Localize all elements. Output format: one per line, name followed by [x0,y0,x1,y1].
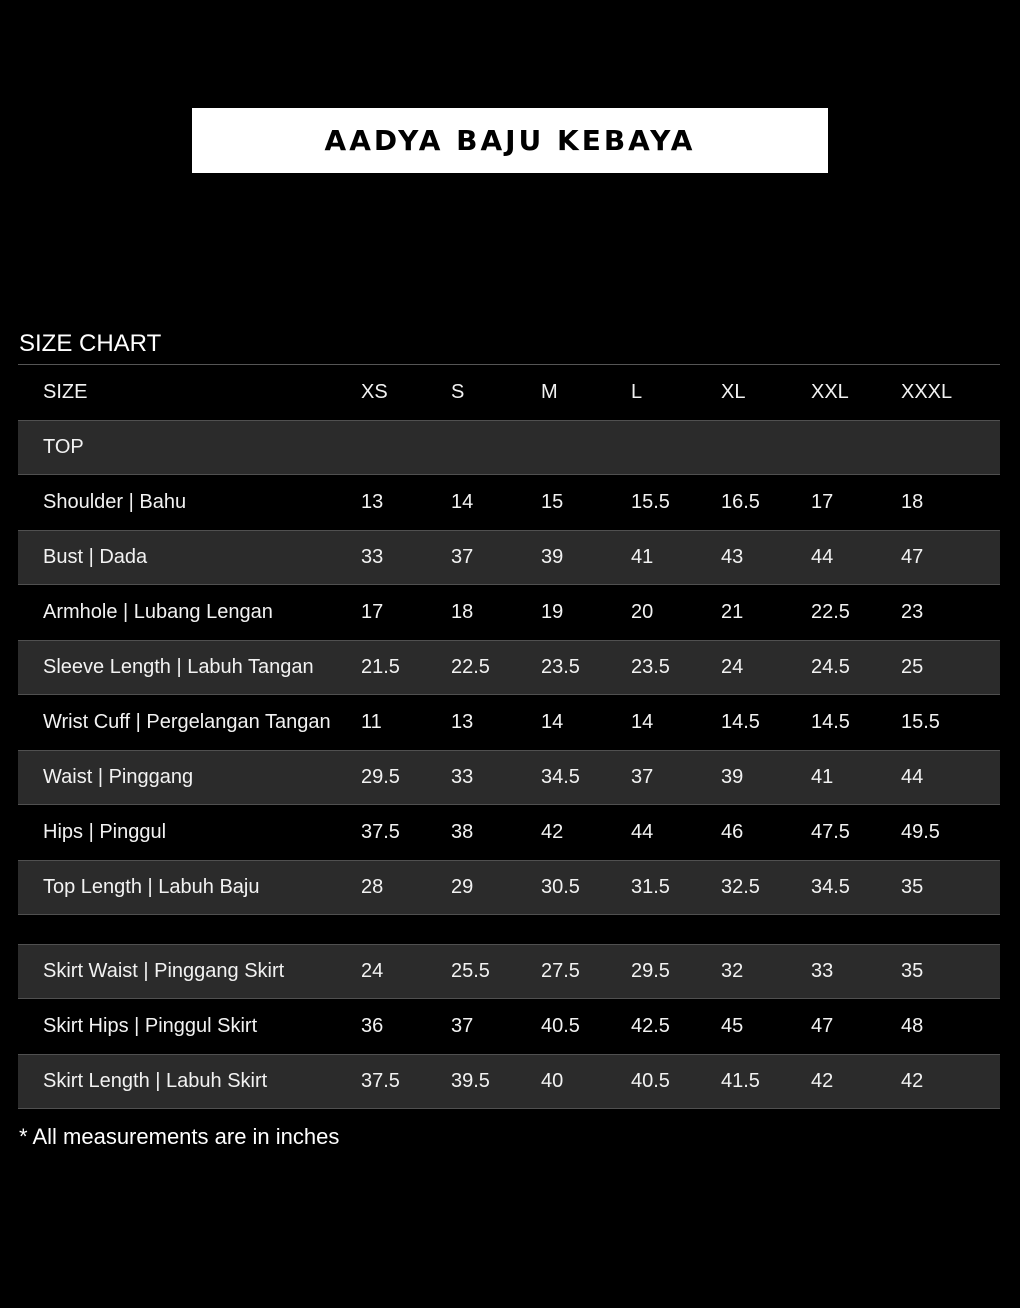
row-label: Bust | Dada [43,546,148,568]
measurement-cell: 18 [451,601,474,623]
measurement-cell: 33 [451,766,474,788]
measurement-cell: 32.5 [721,876,760,898]
size-chart-heading: SIZE CHART [19,330,162,357]
size-header-cell: XXXL [901,381,953,403]
measurement-cell: 39 [721,766,744,788]
section-row-top [18,420,1000,475]
measurement-cell: 21 [721,601,744,623]
measurement-cell: 40.5 [541,1015,580,1037]
measurement-cell: 14.5 [811,711,850,733]
measurement-cell: 47.5 [811,821,850,843]
measurement-cell: 44 [901,766,924,788]
row-label: Top Length | Labuh Baju [43,876,260,898]
table-row [18,944,1000,999]
measurement-note: * All measurements are in inches [19,1124,340,1149]
measurement-cell: 41 [631,546,654,568]
measurement-cell: 35 [901,960,924,982]
measurement-cell: 47 [811,1015,834,1037]
table-row [18,750,1000,805]
measurement-cell: 37 [451,546,474,568]
measurement-cell: 43 [721,546,744,568]
measurement-cell: 23.5 [541,656,580,678]
section-label-top: TOP [43,436,84,458]
measurement-cell: 18 [901,491,924,513]
row-label: Skirt Waist | Pinggang Skirt [43,960,285,982]
size-header-cell: XXL [811,381,849,403]
table-row [18,530,1000,585]
measurement-cell: 29 [451,876,474,898]
size-header-cell: XL [721,381,746,403]
size-header-cell: S [451,381,465,403]
measurement-cell: 41 [811,766,834,788]
measurement-cell: 15.5 [631,491,670,513]
table-row [18,695,1000,750]
measurement-cell: 42 [901,1070,924,1092]
measurement-cell: 36 [361,1015,384,1037]
row-label: Hips | Pinggul [43,821,167,843]
measurement-cell: 14 [631,711,654,733]
size-table-skirt [18,944,1000,1109]
measurement-cell: 48 [901,1015,924,1037]
measurement-cell: 47 [901,546,924,568]
measurement-cell: 14 [451,491,474,513]
measurement-cell: 23 [901,601,924,623]
measurement-cell: 24 [361,960,384,982]
measurement-cell: 38 [451,821,474,843]
measurement-cell: 19 [541,601,564,623]
measurement-cell: 20 [631,601,654,623]
measurement-cell: 27.5 [541,960,580,982]
measurement-cell: 37 [451,1015,474,1037]
size-header-cell: XS [361,381,388,403]
skirt-rows [18,944,1000,1109]
measurement-cell: 40.5 [631,1070,670,1092]
table-row [18,640,1000,695]
row-label: Skirt Length | Labuh Skirt [43,1070,268,1092]
measurement-cell: 15.5 [901,711,940,733]
table-row [18,475,1000,530]
top-rows [18,475,1000,915]
measurement-cell: 17 [811,491,834,513]
measurement-cell: 34.5 [541,766,580,788]
table-row [18,805,1000,860]
brand-title-box [192,108,828,173]
measurement-cell: 39 [541,546,564,568]
measurement-cell: 22.5 [451,656,490,678]
size-header-label: SIZE [43,381,88,403]
table-row [18,585,1000,640]
measurement-cell: 33 [811,960,834,982]
measurement-cell: 30.5 [541,876,580,898]
row-label: Sleeve Length | Labuh Tangan [43,656,314,678]
measurement-cell: 44 [631,821,654,843]
measurement-cell: 37.5 [361,1070,400,1092]
table-row [18,1054,1000,1109]
size-header-cell: M [541,381,558,403]
table-row [18,999,1000,1054]
measurement-cell: 32 [721,960,744,982]
measurement-cell: 35 [901,876,924,898]
row-label: Wrist Cuff | Pergelangan Tangan [43,711,331,733]
table-row [18,860,1000,915]
measurement-cell: 14.5 [721,711,760,733]
measurement-cell: 22.5 [811,601,850,623]
measurement-cell: 13 [451,711,474,733]
measurement-cell: 49.5 [901,821,940,843]
measurement-cell: 25.5 [451,960,490,982]
measurement-cell: 15 [541,491,564,513]
measurement-cell: 34.5 [811,876,850,898]
measurement-cell: 14 [541,711,564,733]
measurement-cell: 17 [361,601,384,623]
measurement-cell: 23.5 [631,656,670,678]
measurement-cell: 28 [361,876,384,898]
measurement-cell: 41.5 [721,1070,760,1092]
measurement-cell: 44 [811,546,834,568]
measurement-cell: 40 [541,1070,564,1092]
measurement-cell: 21.5 [361,656,400,678]
measurement-cell: 37.5 [361,821,400,843]
brand-title: AADYA BAJU KEBAYA [324,124,696,157]
row-label: Waist | Pinggang [43,766,194,788]
size-header-row [18,365,1000,420]
row-label: Shoulder | Bahu [43,491,187,513]
measurement-cell: 42.5 [631,1015,670,1037]
measurement-cell: 13 [361,491,384,513]
measurement-cell: 42 [811,1070,834,1092]
measurement-cell: 16.5 [721,491,760,513]
measurement-cell: 31.5 [631,876,670,898]
measurement-cell: 24 [721,656,744,678]
row-label: Skirt Hips | Pinggul Skirt [43,1015,258,1037]
measurement-cell: 11 [361,711,382,733]
measurement-cell: 45 [721,1015,744,1037]
measurement-cell: 24.5 [811,656,850,678]
row-label: Armhole | Lubang Lengan [43,601,273,623]
measurement-cell: 25 [901,656,924,678]
measurement-cell: 33 [361,546,384,568]
measurement-cell: 39.5 [451,1070,490,1092]
measurement-cell: 37 [631,766,654,788]
size-header-cell: L [631,381,643,403]
measurement-cell: 29.5 [361,766,400,788]
measurement-cell: 46 [721,821,744,843]
size-table-top [18,365,1000,915]
measurement-cell: 29.5 [631,960,670,982]
measurement-cell: 42 [541,821,564,843]
